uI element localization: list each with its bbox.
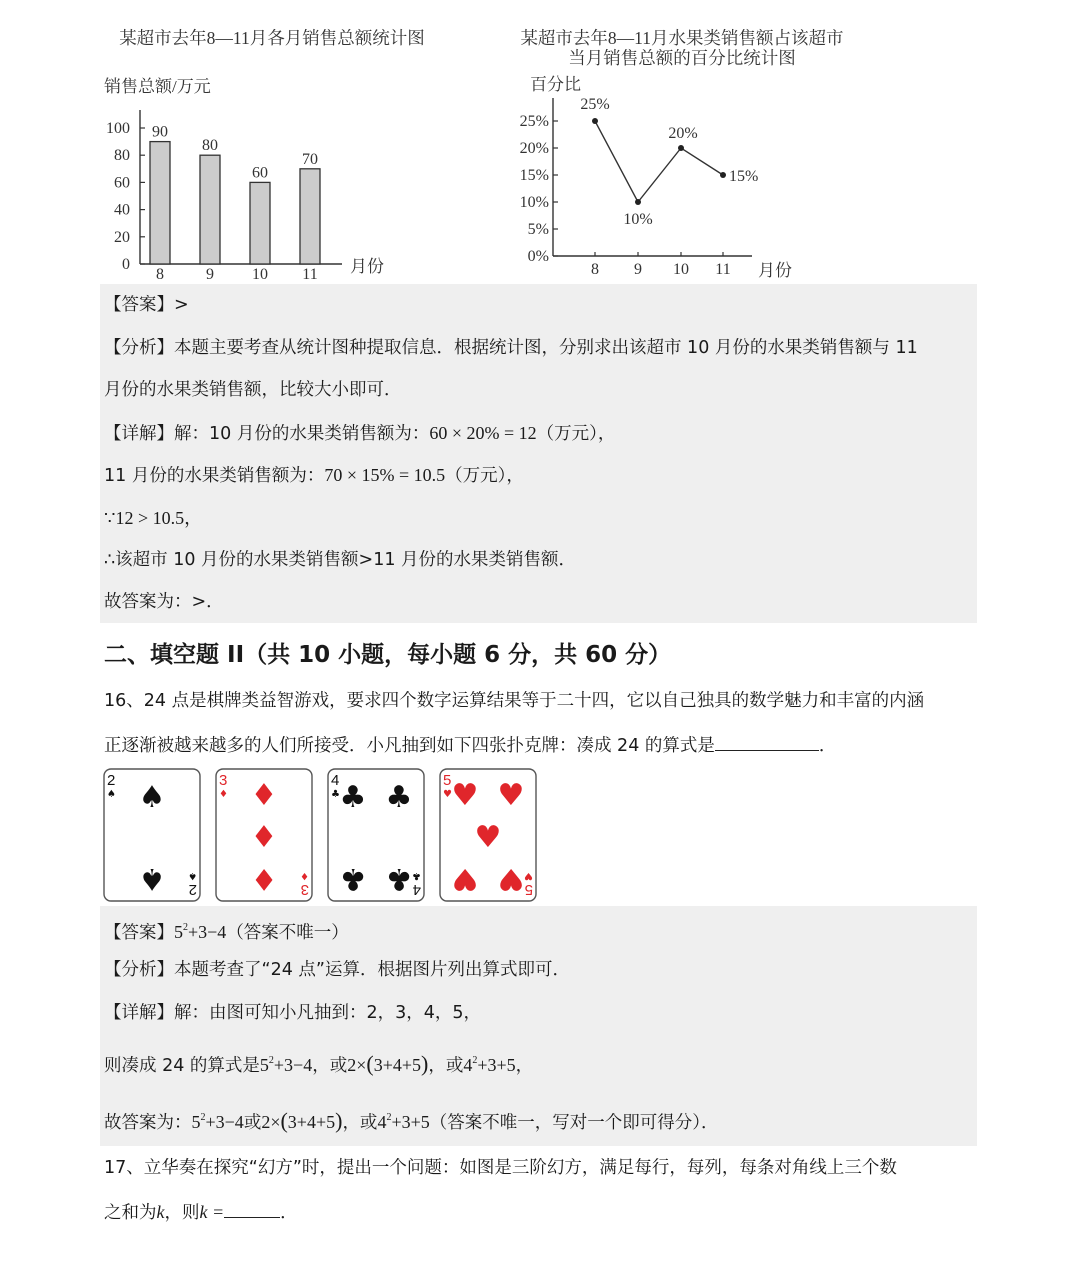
q16-expr-3: $4^2+3+5$	[463, 1055, 516, 1075]
card-corner-bottom	[188, 870, 197, 898]
q17-text-b: ，则	[164, 1203, 200, 1223]
card-suit-small-icon: ♦	[300, 870, 309, 881]
line-y-tick-label: 10%	[519, 194, 549, 211]
q16-text-line2-end: ．	[818, 736, 837, 756]
line-y-tick-label: 0%	[527, 248, 549, 265]
q15-detail2-unit: （万元），	[445, 466, 524, 486]
bar-x-tick-label: 8	[156, 266, 164, 283]
q15-detail1-unit: （万元），	[536, 424, 616, 444]
q16-then-text: 则凑成 24 的算式是	[104, 1056, 260, 1076]
line-point-10	[678, 145, 684, 151]
line-point-8	[592, 118, 598, 124]
q15-because: ∵12 > 10.5，	[104, 508, 203, 528]
q16-expr-1: $5^2+3-4$	[259, 1055, 313, 1075]
bar-x-tick-label: 10	[252, 266, 268, 283]
bar-chart-bars	[150, 124, 320, 283]
q17-text-a: 之和为	[104, 1203, 157, 1223]
line-chart	[520, 28, 844, 280]
bar-x-tick-label: 11	[302, 266, 318, 283]
bar-chart-ylabel: 销售总额/万元	[104, 77, 211, 96]
bar-y-tick-label: 100	[106, 120, 130, 137]
bar-value-label: 60	[252, 164, 268, 182]
card-suit-small-icon: ♣	[331, 789, 340, 800]
q16-answer-expr: $5^2+3-4$	[174, 922, 227, 942]
q17-text-line1: 17、立华奏在探究“幻方”时，提出一个问题：如图是三阶幻方，满足每行，每列，每条对角线上三个数	[104, 1158, 897, 1178]
q17-eq: k =	[199, 1202, 225, 1222]
line-y-tick-label: 5%	[527, 221, 549, 238]
q16-detail: 【详解】解：由图可知小凡抽到：2，3，4，5，	[104, 1003, 482, 1023]
q17-text-end: ．	[280, 1203, 298, 1223]
q16-final-or-2: ，或	[342, 1113, 378, 1133]
q16-analysis: 【分析】本题考查了“24 点”运算．根据图片列出算式即可．	[104, 960, 570, 980]
line-x-tick-label: 10	[673, 261, 689, 278]
bar-10	[250, 182, 270, 264]
card-rank-top: 4	[331, 772, 340, 789]
card-pip-icon: ♦	[250, 861, 278, 896]
q16-answer-label: 【答案】	[104, 923, 174, 943]
card-pip-icon: ♣	[385, 780, 413, 815]
line-chart-xlabel: 月份	[758, 261, 792, 280]
line-y-tick-label: 25%	[519, 113, 549, 130]
q16-final-note: （答案不唯一，写对一个即可得分）．	[429, 1113, 719, 1133]
line-point-9	[635, 199, 641, 205]
card-corner-bottom	[300, 870, 309, 898]
q15-answer: 【答案】>	[104, 295, 189, 315]
card-rank-bottom: 3	[300, 881, 309, 898]
q16-final-expr-2: 2×(3+4+5)	[261, 1108, 343, 1133]
q16-text-line1: 16、24 点是棋牌类益智游戏，要求四个数字运算结果等于二十四，它以自己独具的数学魅力和丰富的内涵	[104, 691, 925, 711]
section-heading: 二、填空题 II（共 10 小题，每小题 6 分，共 60 分）	[104, 642, 672, 668]
card-pip-icon: ♠	[138, 861, 166, 896]
card-pip-icon: ♣	[385, 861, 413, 896]
card-pip-icon: ♥	[451, 778, 479, 813]
card-pip-icon: ♥	[497, 861, 525, 896]
card-suit-small-icon: ♦	[219, 789, 228, 800]
bar-chart-xlabel: 月份	[350, 257, 384, 276]
q16-answer-blank[interactable]	[715, 732, 819, 751]
bar-y-tick-label: 40	[114, 201, 130, 219]
card-pip-icon: ♥	[474, 820, 502, 855]
line-y-tick-label: 20%	[519, 140, 549, 157]
card-suit-small-icon: ♥	[524, 870, 533, 881]
line-y-tick-label: 15%	[519, 167, 549, 184]
q15-detail2-text: 11 月份的水果类销售额为：	[104, 466, 325, 486]
line-chart-title-line1: 某超市去年8—11月水果类销售额占该超市	[520, 28, 844, 48]
q15-analysis-line1: 【分析】本题主要考查从统计图种提取信息．根据统计图，分别求出该超市 10 月份的水果类销售额与 11	[104, 338, 918, 358]
q15-final: 故答案为：>．	[104, 592, 224, 612]
bar-chart-title: 某超市去年8—11月各月销售总额统计图	[119, 28, 425, 48]
line-point-label: 15%	[729, 168, 759, 185]
line-chart-y-ticks	[520, 113, 558, 265]
card-3	[216, 769, 312, 901]
bar-chart-y-ticks	[106, 120, 145, 273]
card-rank-bottom: 2	[188, 881, 197, 898]
q16-then-end: ，	[515, 1056, 534, 1076]
bar-y-tick-label: 60	[114, 174, 130, 192]
card-pip-icon: ♥	[497, 778, 525, 813]
q17-answer-blank[interactable]	[224, 1199, 280, 1218]
bar-8	[150, 142, 170, 264]
q16-text-line2-body: 正逐渐被越来越多的人们所接受．小凡抽到如下四张扑克牌：凑成 24 的算式是	[104, 736, 715, 756]
card-5	[440, 769, 536, 901]
line-series-path	[595, 121, 723, 202]
q16-or-2: ，或	[428, 1056, 464, 1076]
bar-y-tick-label: 0	[122, 256, 130, 273]
line-point-label: 20%	[668, 125, 698, 142]
line-chart-series	[580, 96, 758, 278]
card-4	[328, 769, 424, 901]
bar-y-tick-label: 20	[114, 228, 130, 246]
bar-11	[300, 169, 320, 264]
card-suit-small-icon: ♣	[412, 870, 421, 881]
q16-final-text: 故答案为：	[104, 1113, 192, 1133]
line-point-label: 25%	[580, 96, 610, 113]
bar-x-tick-label: 9	[206, 266, 214, 283]
q15-therefore: ∴该超市 10 月份的水果类销售额>11 月份的水果类销售额．	[104, 550, 577, 570]
q16-then-line	[104, 1049, 533, 1078]
q17-text-line2	[104, 1199, 298, 1225]
card-rank-top: 2	[107, 772, 116, 789]
bar-y-tick-label: 80	[114, 147, 130, 165]
line-x-tick-label: 8	[591, 261, 599, 278]
playing-cards	[100, 765, 550, 905]
line-x-tick-label: 9	[634, 261, 642, 278]
statistics-charts	[0, 0, 1080, 285]
card-pip-icon: ♦	[250, 820, 278, 855]
q15-answer-box	[100, 284, 977, 623]
q16-answer	[104, 916, 349, 945]
bar-9	[200, 155, 220, 264]
line-x-tick-label: 11	[715, 261, 731, 278]
q16-answer-note: （答案不唯一）	[226, 923, 349, 943]
line-chart-ylabel: 百分比	[530, 75, 581, 94]
bar-chart	[104, 28, 425, 283]
q16-final-expr-3: $4^2+3+5$	[377, 1112, 430, 1132]
q16-expr-2: 2×(3+4+5)	[347, 1051, 429, 1076]
q15-detail1-text: 【详解】解：10 月份的水果类销售额为：	[104, 424, 430, 444]
q16-or-1: ，或	[312, 1056, 348, 1076]
card-rank-bottom: 5	[524, 881, 533, 898]
q15-detail-line1	[104, 421, 615, 446]
bar-value-label: 90	[152, 123, 168, 141]
card-rank-bottom: 4	[412, 881, 421, 898]
card-pip-icon: ♥	[451, 861, 479, 896]
card-pip-icon: ♣	[339, 861, 367, 896]
q17-var-k: k	[156, 1202, 165, 1222]
q15-detail-line2	[104, 463, 524, 488]
card-pip-icon: ♦	[250, 778, 278, 813]
bar-value-label: 70	[302, 150, 318, 168]
q15-analysis-line2: 月份的水果类销售额，比较大小即可．	[104, 380, 402, 400]
line-chart-title-line2: 当月销售总额的百分比统计图	[568, 48, 796, 68]
q16-final-or-1: 或	[243, 1113, 262, 1133]
card-2	[104, 769, 200, 901]
q15-detail1-math: 60 × 20% = 12	[429, 423, 537, 443]
card-rank-top: 3	[219, 772, 228, 789]
line-point-label: 10%	[623, 211, 653, 228]
card-pip-icon: ♠	[138, 780, 166, 815]
card-rank-top: 5	[443, 772, 452, 789]
line-point-11	[720, 172, 726, 178]
card-suit-small-icon: ♠	[188, 870, 197, 881]
q16-final-expr-1: $5^2+3-4$	[191, 1112, 244, 1132]
q16-final-line	[104, 1106, 719, 1135]
card-suit-small-icon: ♠	[107, 789, 116, 800]
q15-detail2-math: 70 × 15% = 10.5	[324, 465, 446, 485]
card-pip-icon: ♣	[339, 780, 367, 815]
card-suit-small-icon: ♥	[443, 789, 452, 800]
q16-text-line2	[104, 732, 836, 758]
bar-value-label: 80	[202, 137, 218, 155]
